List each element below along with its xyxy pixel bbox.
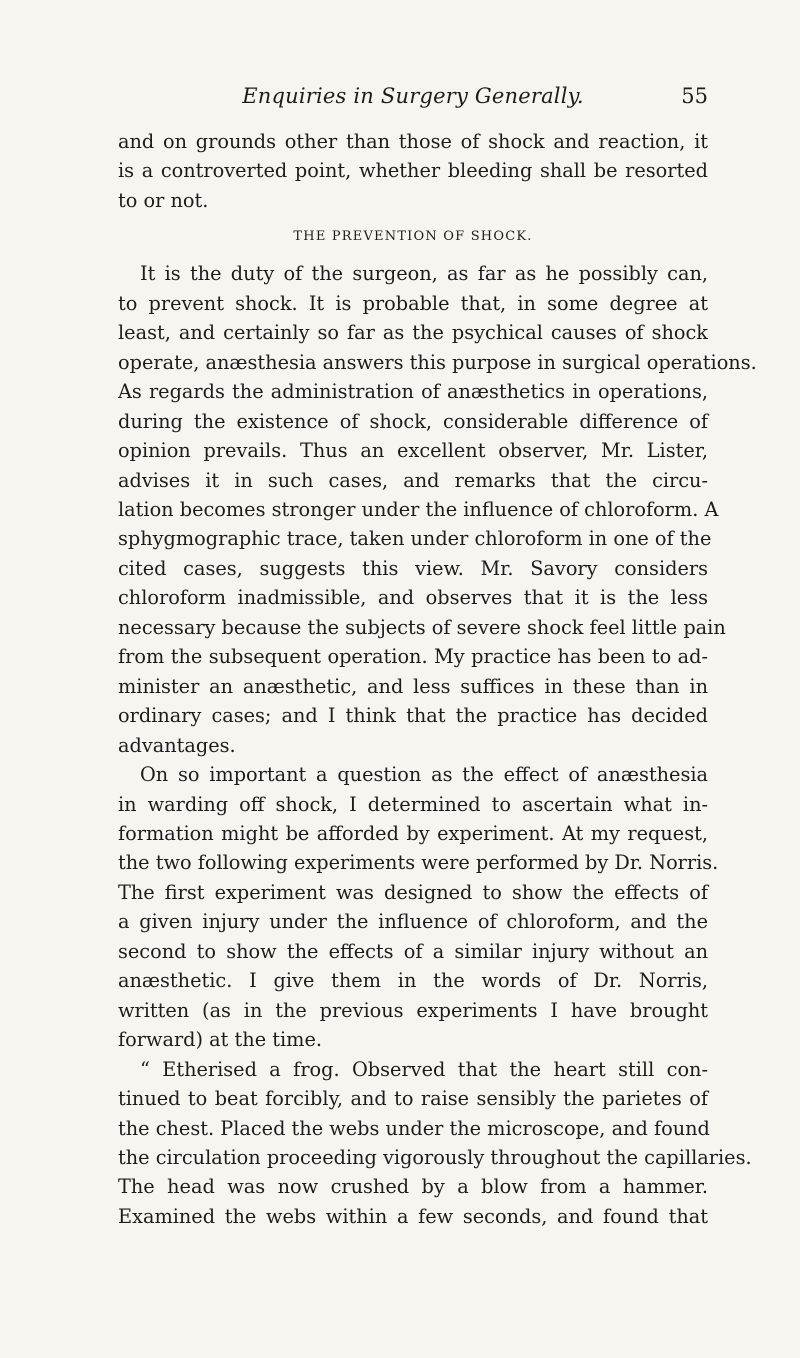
text-line: operate, anæsthesia answers this purpose in surgical operations. — [118, 350, 757, 374]
text-line: least, and certainly so far as the psychical causes of shock — [118, 321, 708, 345]
text-line: written (as in the previous experiments I have brought — [118, 998, 708, 1022]
text-line: minister an anæsthetic, and less suffices in these than in — [118, 674, 708, 698]
text-line: the two following experiments were performed by Dr. Norris. — [118, 851, 719, 875]
text-line: advises it in such cases, and remarks that the circu- — [118, 468, 708, 492]
text-line: lation becomes stronger under the influence of chloroform. A — [118, 497, 719, 521]
text-line: cited cases, suggests this view. Mr. Savory considers — [118, 556, 708, 580]
text-line: formation might be afforded by experiment. At my request, — [118, 821, 708, 845]
text-line: On so important a question as the effect of anæsthesia — [140, 763, 708, 787]
text-line: Examined the webs within a few seconds, and found that — [118, 1204, 708, 1228]
text-line: in warding off shock, I determined to ascertain what in- — [118, 792, 708, 816]
text-line: advantages. — [118, 733, 236, 757]
text-line: tinued to beat forcibly, and to raise sensibly the parietes of — [118, 1087, 708, 1111]
text-line: chloroform inadmissible, and observes that it is the less — [118, 586, 708, 610]
text-line: and on grounds other than those of shock and reaction, it — [118, 130, 708, 153]
page-header — [118, 84, 708, 114]
text-line: to prevent shock. It is probable that, in some degree at — [118, 291, 708, 315]
text-line: As regards the administration of anæsthetics in operations, — [118, 380, 708, 404]
text-line: is a controverted point, whether bleeding shall be resorted — [118, 159, 708, 183]
text-line: ordinary cases; and I think that the practice has decided — [118, 704, 708, 728]
paragraph-1 — [118, 259, 757, 760]
text-line: a given injury under the influence of chloroform, and the — [118, 910, 708, 934]
body-text — [118, 127, 757, 1231]
text-line: from the subsequent operation. My practice has been to ad- — [118, 645, 708, 669]
text-line: sphygmographic trace, taken under chloroform in one of the — [118, 527, 712, 551]
text-line: to or not. — [118, 188, 209, 212]
paragraph-3 — [118, 1055, 752, 1232]
text-line: during the existence of shock, considerable difference of — [118, 409, 708, 433]
text-line: the circulation proceeding vigorously throughout the capillaries. — [118, 1145, 752, 1169]
text-line: The first experiment was designed to show the effects of — [118, 880, 708, 904]
text-line: The head was now crushed by a blow from a hammer. — [118, 1175, 708, 1199]
intro-paragraph — [118, 127, 708, 215]
section-heading: THE PREVENTION OF SHOCK. — [293, 229, 533, 245]
text-line: second to show the effects of a similar injury without an — [118, 939, 708, 963]
text-line: anæsthetic. I give them in the words of Dr. Norris, — [118, 969, 708, 993]
text-line: opinion prevails. Thus an excellent observer, Mr. Lister, — [118, 439, 708, 463]
text-line: “ Etherised a frog. Observed that the heart still con- — [140, 1057, 708, 1081]
text-line: forward) at the time. — [118, 1028, 322, 1052]
text-line: It is the duty of the surgeon, as far as he possibly can, — [140, 262, 708, 286]
running-title: Enquiries in Surgery Generally. — [242, 84, 584, 108]
page-number: 55 — [681, 84, 708, 108]
text-line: necessary because the subjects of severe shock feel little pain — [118, 615, 726, 639]
paragraph-2 — [118, 760, 719, 1055]
text-line: the chest. Placed the webs under the microscope, and found — [118, 1116, 710, 1140]
